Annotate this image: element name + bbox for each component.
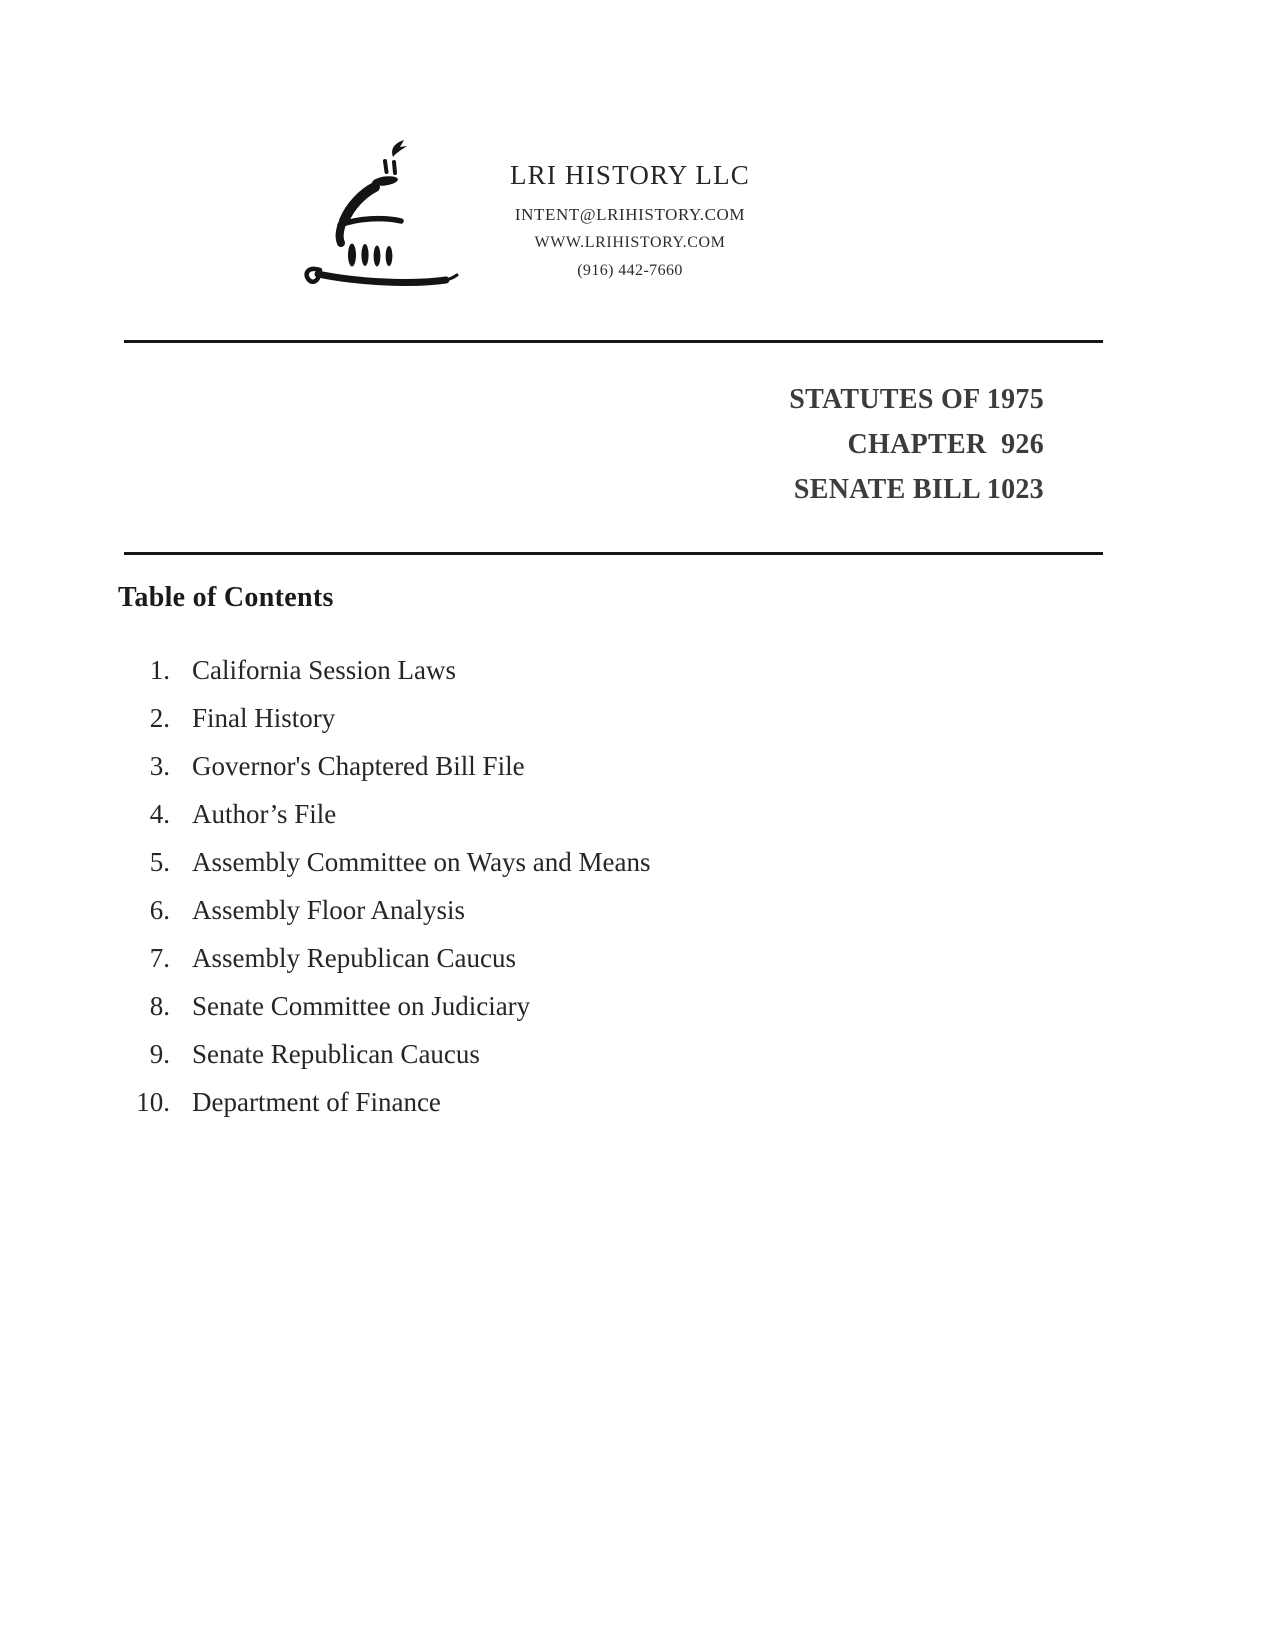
toc-item-label: Final History bbox=[192, 703, 336, 733]
capitol-dome-icon bbox=[296, 124, 460, 292]
toc-item bbox=[98, 991, 651, 1021]
company-email: INTENT@LRIHISTORY.COM bbox=[514, 205, 746, 224]
company-header bbox=[450, 157, 810, 285]
toc-item bbox=[98, 703, 651, 733]
toc-item bbox=[98, 799, 651, 829]
statutes-line: STATUTES OF 1975 bbox=[789, 384, 1044, 415]
toc-item-number: 4. bbox=[149, 799, 170, 829]
toc-item-number: 3. bbox=[149, 751, 170, 781]
toc-item-label: California Session Laws bbox=[192, 655, 456, 685]
statute-reference-block bbox=[789, 377, 1044, 512]
bottom-divider-line bbox=[124, 552, 1103, 555]
toc-item-label: Senate Committee on Judiciary bbox=[192, 991, 531, 1021]
toc-item-number: 9. bbox=[149, 1039, 170, 1069]
toc-item-label: Assembly Floor Analysis bbox=[192, 895, 466, 925]
top-divider-line bbox=[124, 340, 1103, 343]
company-logo bbox=[296, 124, 460, 292]
senate-bill-line: SENATE BILL 1023 bbox=[793, 474, 1044, 505]
toc-item-number: 2. bbox=[149, 703, 170, 733]
toc-item-label: Senate Republican Caucus bbox=[192, 1039, 480, 1069]
company-phone: (916) 442-7660 bbox=[577, 262, 683, 279]
toc-item-number: 10. bbox=[136, 1087, 170, 1117]
toc-item bbox=[98, 1087, 651, 1117]
toc-item-label: Governor's Chaptered Bill File bbox=[192, 751, 525, 781]
toc-item-label: Assembly Republican Caucus bbox=[192, 943, 516, 973]
company-name: LRI HISTORY LLC bbox=[509, 160, 750, 190]
company-website: WWW.LRIHISTORY.COM bbox=[534, 234, 726, 251]
toc-list bbox=[98, 655, 651, 1135]
toc-item-label: Author’s File bbox=[192, 799, 337, 829]
toc-item-number: 8. bbox=[149, 991, 170, 1021]
toc-item bbox=[98, 895, 651, 925]
toc-item-label: Department of Finance bbox=[192, 1087, 441, 1117]
toc-item bbox=[98, 751, 651, 781]
toc-heading: Table of Contents bbox=[118, 582, 334, 613]
toc-item-number: 6. bbox=[149, 895, 170, 925]
toc-item bbox=[98, 655, 651, 685]
toc-item-label: Assembly Committee on Ways and Means bbox=[192, 847, 651, 877]
chapter-line: CHAPTER 926 bbox=[847, 429, 1044, 460]
toc-item bbox=[98, 847, 651, 877]
toc-item-number: 1. bbox=[149, 655, 170, 685]
toc-item bbox=[98, 943, 651, 973]
toc-item-number: 7. bbox=[149, 943, 170, 973]
toc-item bbox=[98, 1039, 651, 1069]
toc-item-number: 5. bbox=[149, 847, 170, 877]
